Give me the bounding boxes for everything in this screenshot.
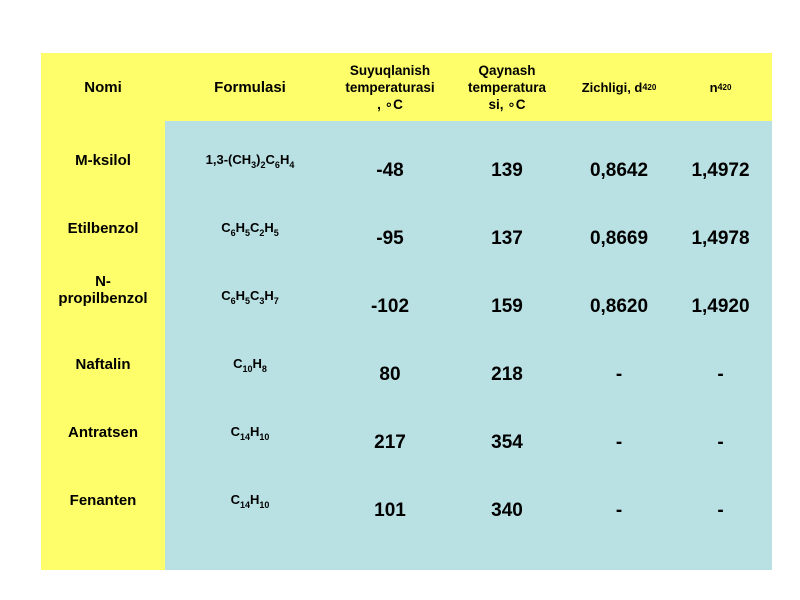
formula-subscript: 2	[260, 160, 266, 170]
row-melting-point: 217	[374, 432, 406, 453]
formula-text: H	[235, 288, 245, 303]
formula-subscript: 14	[239, 432, 250, 442]
row-refractive-index: -	[717, 432, 724, 453]
data-table	[41, 53, 772, 570]
row-boiling-point: 159	[491, 296, 523, 317]
row-formula	[165, 288, 335, 306]
row-melting-point: -95	[376, 228, 404, 249]
formula-text: H	[264, 220, 274, 235]
row-boiling-point: 218	[491, 364, 523, 385]
row-melting-point: -48	[376, 160, 404, 181]
formula-text: H	[250, 424, 260, 439]
header-qaynash-line3: si, ∘C	[488, 96, 526, 112]
row-formula	[165, 424, 335, 442]
header-zichligi-sub: 4	[642, 81, 648, 92]
row-melting-point: 101	[374, 500, 406, 521]
row-density: 0,8620	[589, 296, 649, 317]
formula-text: C	[250, 220, 260, 235]
row-formula	[165, 152, 335, 170]
formula-subscript: 10	[259, 500, 270, 510]
row-refractive-index: -	[717, 500, 724, 521]
header-n-sup: 20	[722, 82, 732, 92]
row-density: -	[615, 500, 623, 521]
row-name	[41, 356, 165, 373]
header-suyuqlanish-line3: , ∘C	[377, 96, 403, 112]
header-suyuqlanish-line1: Suyuqlanish	[349, 62, 431, 78]
formula-subscript: 8	[261, 364, 267, 374]
row-refractive-index: -	[717, 364, 724, 385]
row-density: -	[615, 364, 623, 385]
formula-text: H	[264, 288, 274, 303]
formula-text: )	[256, 152, 261, 167]
formula-subscript: 14	[239, 500, 250, 510]
formula-text: H	[235, 220, 245, 235]
formula-text: 1,3-(CH	[205, 152, 252, 167]
row-name	[41, 273, 165, 307]
row-name	[41, 220, 165, 237]
formula-subscript: 5	[273, 228, 279, 238]
row-name-line1: N-	[95, 273, 111, 290]
row-density: -	[615, 432, 623, 453]
header-suyuqlanish-line2: temperaturasi	[345, 79, 435, 95]
formula-subscript: 6	[274, 160, 280, 170]
row-formula	[165, 492, 335, 510]
row-melting-point: -102	[370, 296, 410, 317]
row-refractive-index: 1,4978	[691, 228, 750, 249]
row-name-line1: Fenanten	[69, 492, 137, 509]
formula-subscript: 10	[259, 432, 270, 442]
column-header-suyuqlanish	[335, 53, 445, 121]
row-name-line1: Etilbenzol	[67, 220, 139, 237]
formula-text: C	[230, 424, 240, 439]
row-refractive-index: 1,4972	[691, 160, 750, 181]
formula-subscript: 3	[259, 296, 265, 306]
row-boiling-point: 354	[491, 432, 523, 453]
formula-text: C	[265, 152, 275, 167]
header-qaynash-line1: Qaynash	[478, 62, 536, 78]
row-name	[41, 152, 165, 169]
row-name-line2: propilbenzol	[58, 290, 148, 307]
formula-subscript: 6	[230, 228, 236, 238]
row-formula	[165, 220, 335, 238]
row-name-line1: Antratsen	[67, 424, 138, 441]
column-header-nomi: Nomi	[84, 78, 122, 96]
formula-text: C	[233, 356, 243, 371]
formula-subscript: 4	[289, 160, 295, 170]
formula-subscript: 3	[251, 160, 257, 170]
row-name	[41, 492, 165, 509]
formula-text: C	[250, 288, 260, 303]
formula-text: C	[221, 220, 231, 235]
column-header-n	[669, 53, 772, 121]
row-name-line1: M-ksilol	[75, 152, 131, 169]
row-boiling-point: 137	[491, 228, 523, 249]
formula-text: H	[279, 152, 290, 167]
row-refractive-index: 1,4920	[691, 296, 750, 317]
formula-text: H	[250, 492, 260, 507]
formula-text: H	[252, 356, 262, 371]
column-header-formulasi: Formulasi	[214, 78, 286, 96]
row-boiling-point: 340	[491, 500, 523, 521]
formula-subscript: 10	[242, 364, 253, 374]
formula-text: C	[230, 492, 240, 507]
column-header-qaynash	[445, 53, 569, 121]
formula-subscript: 5	[244, 296, 250, 306]
row-name	[41, 424, 165, 441]
row-density: 0,8669	[589, 228, 649, 249]
header-n-text: n	[709, 79, 718, 95]
header-zichligi-text: Zichligi, d	[581, 79, 643, 95]
formula-text: C	[221, 288, 231, 303]
header-n-sub: 4	[717, 81, 723, 92]
header-qaynash-line2: temperatura	[467, 79, 547, 95]
row-boiling-point: 139	[491, 160, 523, 181]
row-name-line1: Naftalin	[75, 356, 131, 373]
row-melting-point: 80	[379, 364, 401, 385]
header-zichligi-sup: 20	[647, 82, 657, 92]
row-density: 0,8642	[589, 160, 649, 181]
formula-subscript: 7	[273, 296, 279, 306]
formula-subscript: 6	[230, 296, 236, 306]
formula-subscript: 5	[244, 228, 250, 238]
row-formula	[165, 356, 335, 374]
column-header-zichligi	[569, 53, 669, 121]
formula-subscript: 2	[259, 228, 265, 238]
